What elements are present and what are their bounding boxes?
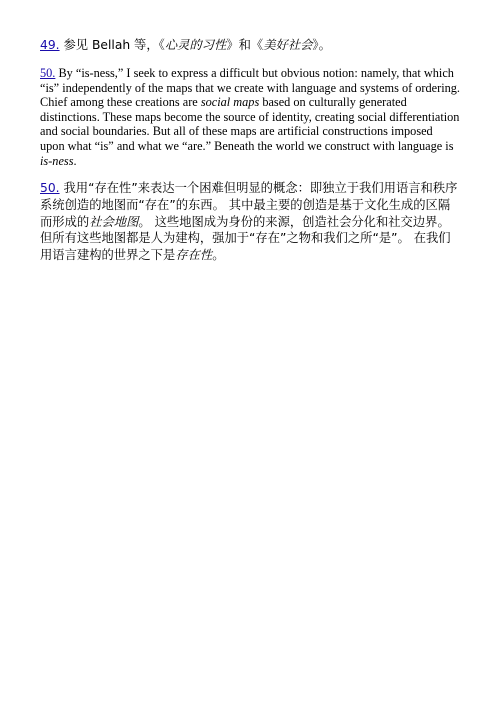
footnote-49-link[interactable]: 49. bbox=[40, 38, 60, 52]
footnote-50-english bbox=[40, 66, 460, 168]
footnote-49-title-2: 美好社会 bbox=[263, 38, 313, 52]
footnote-50-chinese-link[interactable]: 50. bbox=[40, 181, 60, 195]
footnote-49-title-1: 心灵的习性 bbox=[164, 38, 227, 52]
footnote-50-english-text-1: By “is-ness,” I seek to express a difficult but obvious notion: namely, that which “is” independently of the maps that we create with language and systems of ordering. Chief among these creations are bbox=[40, 66, 461, 110]
footnote-49 bbox=[40, 37, 460, 54]
footnote-50-chinese-text-1: 我用“存在性”来表达一个困难但明显的概念：即独立于我们用语言和秩序系统创造的地图而“存在”的东西。 其中最主要的创造是基于文化生成的区隔而形成的 bbox=[40, 181, 458, 229]
footnote-50-english-link[interactable]: 50. bbox=[40, 66, 56, 80]
footnote-50-english-text-3: . bbox=[73, 153, 77, 168]
footnote-50-chinese bbox=[40, 180, 460, 264]
footnote-50-english-emphasis-1: social maps bbox=[200, 95, 260, 110]
footnote-50-chinese-text-2: 。 这些地图成为身份的来源，创造社会分化和社交边界。 但所有这些地图都是人为建构，强加于“存在”之物和我们之所“是”。 在我们用语言建构的世界之下是 bbox=[40, 214, 451, 263]
footnote-50-english-emphasis-2: is-ness bbox=[40, 153, 74, 168]
footnote-50-chinese-text-3: 。 bbox=[212, 248, 225, 263]
footnote-49-text-after: 》。 bbox=[312, 38, 331, 52]
footnote-50-chinese-emphasis-1: 社会地图 bbox=[89, 214, 139, 229]
footnote-50-english-text-2: based on culturally generated distinctions. These maps become the source of identity, creating social differentiation and social boundaries. But all of these maps are artificial constructions imposed upon what “is” and what we “are.” Beneath the world we construct with language is bbox=[40, 95, 460, 153]
footnote-49-text-before: 参见 Bellah 等，《 bbox=[63, 38, 165, 52]
footnote-50-chinese-emphasis-2: 存在性 bbox=[175, 248, 213, 263]
footnote-49-text-middle: 》和《 bbox=[226, 38, 264, 52]
